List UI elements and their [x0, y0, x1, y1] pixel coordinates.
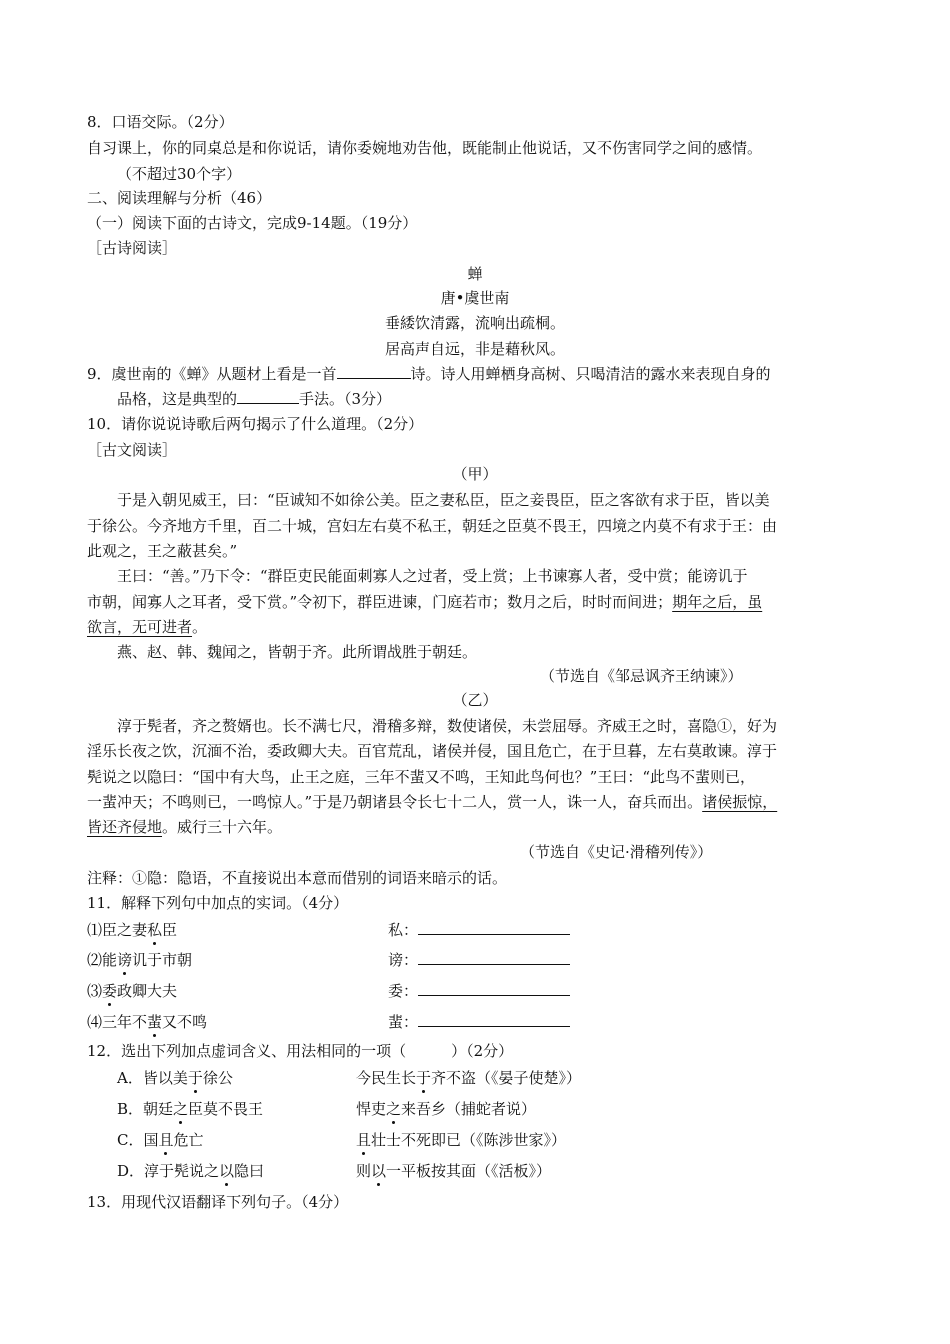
q12-option-d[interactable] [117, 1161, 264, 1181]
poem-author: 唐•虞世南 [440, 289, 510, 307]
q9-text-d: 手法。（3分） [299, 390, 392, 408]
jia-p2-c [87, 617, 207, 637]
q10: 10．请你说说诗歌后两句揭示了什么道理。（2分） [87, 415, 424, 433]
q12-option-c-compare [356, 1130, 566, 1150]
q9-text-a: 9．虞世南的《蝉》从题材上看是一首 [87, 365, 337, 383]
q12-option-d-post: 隐曰 [234, 1162, 265, 1180]
q9-text-b: 诗。诗人用蝉栖身高树、只喝清洁的露水来表现自身的 [410, 365, 771, 383]
yi-p1-b: 淫乐长夜之饮，沉湎不治，委政卿大夫。百官荒乱，诸侯并侵，国且危亡，在于旦暮，左右莫敢谏。淳于 [87, 742, 778, 760]
jia-source: （节选自《邹忌讽齐王纳谏》） [540, 667, 743, 685]
q11-item-3-pre: ⑶ [87, 982, 103, 1000]
q12-option-d-rpre: 则 [356, 1162, 372, 1180]
q12-option-a-rdotted: 于 [416, 1069, 432, 1087]
q11-item-3-answer [388, 981, 570, 1001]
q12-option-b-post: 臣莫不畏王 [188, 1100, 264, 1118]
q11-item-4-dotted-word: 蜚 [147, 1013, 163, 1031]
q12-title: 12．选出下列加点虚词含义、用法相同的一项（ ）（2分） [87, 1042, 514, 1060]
q12-option-b-rpre: 悍吏 [356, 1100, 387, 1118]
q9-line-2 [117, 389, 391, 409]
jia-p1-b: 于徐公。今齐地方千里，百二十城，宫妇左右莫不私王，朝廷之臣莫不畏王，四境之内莫不有求于王：由 [87, 517, 778, 535]
q11-item-3-key: 委： [388, 982, 419, 1000]
q11-title: 11．解释下列句中加点的实词。（4分） [87, 894, 349, 912]
poem-line-2: 居高声自远，非是藉秋风。 [384, 340, 565, 358]
q12-option-a-compare [356, 1068, 581, 1088]
q11-item-1-dotted-word: 私 [147, 921, 163, 939]
q12-option-b-dotted: 之 [173, 1100, 189, 1118]
q12-option-b-rpost: 来吾乡（捕蛇者说） [401, 1100, 537, 1118]
q9-blank-technique[interactable] [237, 389, 299, 404]
section2-sub1: （一）阅读下面的古诗文，完成9-14题。（19分） [87, 214, 418, 232]
q11-item-2 [87, 950, 192, 970]
jia-p1-a: 于是入朝见威王，曰：“臣诚知不如徐公美。臣之妻私臣，臣之妾畏臣，臣之客欲有求于臣，皆以美 [117, 491, 770, 509]
yi-p1-c: 髡说之以隐曰：“国中有大鸟，止王之庭，三年不蜚又不鸣，王知此鸟何也？”王曰：“此鸟不蜚则已， [87, 768, 756, 786]
q12-option-b-compare [356, 1099, 536, 1119]
q11-item-4-blank[interactable] [418, 1012, 570, 1027]
q12-option-a[interactable] [117, 1068, 233, 1088]
q12-option-c-rdotted: 且 [356, 1131, 372, 1149]
yi-p1-e-end: 。威行三十六年。 [162, 818, 283, 836]
q12-option-d-compare [356, 1161, 551, 1181]
jia-p2-b [87, 592, 762, 612]
q12-option-d-pre: D．淳于髡说之 [117, 1162, 220, 1180]
q12-option-a-post: 徐公 [202, 1069, 233, 1087]
q9-blank-genre[interactable] [337, 364, 411, 379]
q11-item-4-answer [388, 1012, 570, 1032]
q11-item-2-blank[interactable] [418, 950, 570, 965]
q12-option-d-dotted: 以 [219, 1162, 235, 1180]
poem-line-1: 垂緌饮清露，流响出疏桐。 [384, 314, 565, 332]
q12-option-b[interactable] [117, 1099, 263, 1119]
q12-option-c-pre: C．国 [117, 1131, 159, 1149]
section2-title: 二、阅读理解与分析（46） [87, 189, 272, 207]
poem-section-label: ［古诗阅读］ [87, 239, 178, 257]
q11-item-2-key: 谤： [388, 951, 419, 969]
yi-source: （节选自《史记·滑稽列传》） [520, 843, 713, 861]
jia-label: （甲） [452, 465, 498, 483]
q11-item-4-key: 蜚： [388, 1013, 419, 1031]
q11-item-1 [87, 920, 177, 940]
q12-option-c-post: 危亡 [173, 1131, 204, 1149]
q11-item-1-blank[interactable] [418, 920, 570, 935]
q12-option-b-pre: B．朝廷 [117, 1100, 174, 1118]
q12-option-c-dotted: 且 [158, 1131, 174, 1149]
yi-label: （乙） [452, 691, 498, 709]
prose-section-label: ［古文阅读］ [87, 441, 178, 459]
q11-item-2-answer [388, 950, 570, 970]
q12-option-a-rpre: 今民生长 [356, 1069, 417, 1087]
poem-title: 蝉 [467, 265, 483, 283]
yi-p1-a: 淳于髡者，齐之赘婿也。长不满七尺，滑稽多辩，数使诸侯，未尝屈辱。齐威王之时，喜隐①，好为 [117, 717, 778, 735]
q12-option-d-rdotted: 以 [371, 1162, 387, 1180]
q11-item-1-answer [388, 920, 570, 940]
jia-p1-c: 此观之，王之蔽甚矣。” [87, 542, 238, 560]
q11-item-4-pre: ⑷三年不 [87, 1013, 148, 1031]
q11-item-3-dotted-word: 委 [102, 982, 118, 1000]
q11-item-3 [87, 981, 177, 1001]
q11-item-2-dotted-word: 谤 [117, 951, 133, 969]
yi-p1-d [87, 792, 777, 812]
annotation-note: 注释：①隐：隐语，不直接说出本意而借别的词语来暗示的话。 [87, 869, 508, 887]
jia-p2-a: 王曰：“善。”乃下令：“群臣吏民能面刺寡人之过者，受上赏；上书谏寡人者，受中赏；能谤讥于 [117, 567, 748, 585]
q12-option-c-rpost: 壮士不死即已（《陈涉世家》） [371, 1131, 567, 1149]
q11-item-2-post: 讥于市朝 [132, 951, 193, 969]
q8-limit: （不超过30个字） [117, 165, 242, 183]
jia-underlined-sentence-2: 欲言，无可进者 [87, 618, 193, 636]
jia-underlined-sentence-1: 期年之后，虽 [672, 593, 763, 611]
q11-item-1-key: 私： [388, 921, 419, 939]
jia-p2-c-end: 。 [192, 618, 208, 636]
jia-p3: 燕、赵、韩、魏闻之，皆朝于齐。此所谓战胜于朝廷。 [117, 643, 478, 661]
yi-underlined-sentence-2: 皆还齐侵地 [87, 818, 163, 836]
yi-underlined-sentence-1: 诸侯振惊， [702, 793, 778, 811]
q9-text-c: 品格，这是典型的 [117, 390, 238, 408]
q11-item-1-pre: ⑴臣之妻 [87, 921, 148, 939]
q8-title: 8．口语交际。（2分） [87, 113, 234, 131]
q8-body: 自习课上，你的同桌总是和你说话，请你委婉地劝告他，既能制止他说话，又不伤害同学之间的感情。 [87, 139, 763, 157]
q12-option-a-dotted: 于 [187, 1069, 203, 1087]
q13-title: 13．用现代汉语翻译下列句子。（4分） [87, 1193, 349, 1211]
jia-p2-b-text: 市朝，闻寡人之耳者，受下赏。”令初下，群臣进谏，门庭若市；数月之后，时时而间进； [87, 593, 673, 611]
q11-item-3-post: 政卿大夫 [117, 982, 178, 1000]
q11-item-4 [87, 1012, 207, 1032]
yi-p1-d-text: 一蜚冲天；不鸣则已，一鸣惊人。”于是乃朝诸县令长七十二人，赏一人，诛一人，奋兵而出。 [87, 793, 703, 811]
q12-option-a-pre: A．皆以美 [117, 1069, 188, 1087]
q9-line-1 [87, 364, 771, 384]
q11-item-1-post: 臣 [162, 921, 178, 939]
q11-item-4-post: 又不鸣 [162, 1013, 208, 1031]
q11-item-2-pre: ⑵能 [87, 951, 118, 969]
yi-p1-e [87, 817, 282, 837]
q12-option-a-rpost: 齐不盗（《晏子使楚》） [431, 1069, 582, 1087]
q12-option-c[interactable] [117, 1130, 204, 1150]
q11-item-3-blank[interactable] [418, 981, 570, 996]
q12-option-d-rpost: 一平板按其面（《活板》） [386, 1162, 552, 1180]
q12-option-b-rdotted: 之 [386, 1100, 402, 1118]
